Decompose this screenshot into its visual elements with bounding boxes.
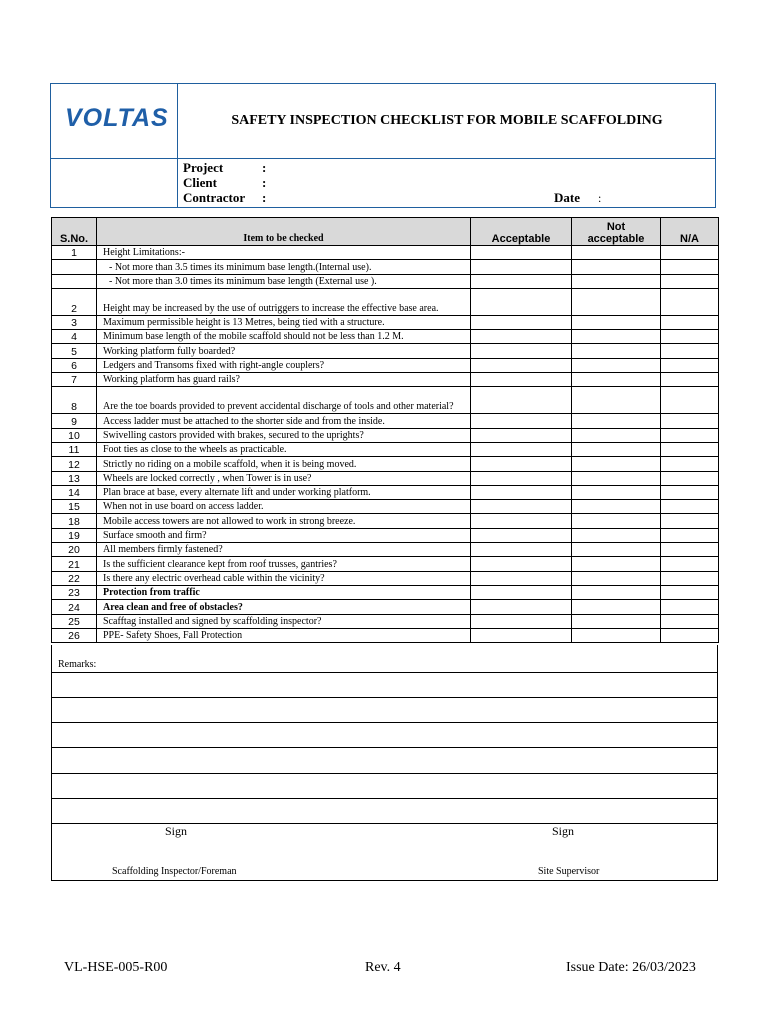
na-cell[interactable] [661,614,719,628]
not-acceptable-cell[interactable] [572,288,661,315]
acceptable-cell[interactable] [471,500,572,514]
not-acceptable-cell[interactable] [572,246,661,260]
remarks-line[interactable] [52,798,717,799]
row-item: Surface smooth and firm? [97,528,471,542]
row-sno: 11 [52,442,97,456]
row-item: Area clean and free of obstacles? [97,600,471,614]
not-acceptable-cell[interactable] [572,585,661,599]
table-row [52,614,719,628]
document-title: SAFETY INSPECTION CHECKLIST FOR MOBILE SCAFFOLDING [231,113,663,128]
contractor-label: Contractor [183,190,246,205]
row-sno: 4 [52,330,97,344]
acceptable-cell[interactable] [471,614,572,628]
na-cell[interactable] [661,600,719,614]
acceptable-cell[interactable] [471,600,572,614]
table-row [52,500,719,514]
remarks-line[interactable] [52,747,717,748]
header-divider-horizontal [51,158,715,159]
na-cell[interactable] [661,344,719,358]
row-sno: 9 [52,414,97,428]
not-acceptable-cell[interactable] [572,543,661,557]
client-label: Client [183,175,217,190]
row-sno: 2 [52,288,97,315]
item-header: Item to be checked [97,218,471,246]
na-cell[interactable] [661,288,719,315]
row-sno: 19 [52,528,97,542]
table-row [52,373,719,387]
table-row [52,288,719,315]
row-sno: 25 [52,614,97,628]
row-item: Height may be increased by the use of outriggers to increase the effective base area. [97,288,471,315]
not-acceptable-cell[interactable] [572,442,661,456]
acceptable-cell[interactable] [471,373,572,387]
na-cell[interactable] [661,246,719,260]
row-sno: 14 [52,485,97,499]
row-sno [52,260,97,274]
row-sno: 26 [52,628,97,642]
acceptable-header: Acceptable [471,218,572,246]
table-row [52,344,719,358]
na-cell[interactable] [661,414,719,428]
row-item: PPE- Safety Shoes, Fall Protection [97,628,471,642]
na-cell[interactable] [661,571,719,585]
row-item: When not in use board on access ladder. [97,500,471,514]
na-cell[interactable] [661,274,719,288]
date-label: Date [554,190,580,205]
not-acceptable-header [572,218,661,246]
not-acceptable-cell[interactable] [572,428,661,442]
not-acceptable-cell[interactable] [572,373,661,387]
not-acceptable-cell[interactable] [572,414,661,428]
revision: Rev. 4 [365,960,401,975]
row-sno: 1 [52,246,97,260]
table-row [52,514,719,528]
row-item: Working platform fully boarded? [97,344,471,358]
row-item: Plan brace at base, every alternate lift and under working platform. [97,485,471,499]
row-sno: 6 [52,358,97,372]
acceptable-cell[interactable] [471,528,572,542]
row-sno [52,274,97,288]
not-acceptable-cell[interactable] [572,628,661,642]
not-acceptable-cell[interactable] [572,387,661,414]
na-cell[interactable] [661,260,719,274]
remarks-line[interactable] [52,722,717,723]
acceptable-cell[interactable] [471,628,572,642]
acceptable-cell[interactable] [471,288,572,315]
not-acceptable-cell[interactable] [572,514,661,528]
not-acceptable-cell[interactable] [572,274,661,288]
not-acceptable-cell[interactable] [572,557,661,571]
row-sno: 3 [52,315,97,329]
row-item: Are the toe boards provided to prevent accidental discharge of tools and other material? [97,387,471,414]
row-sno: 5 [52,344,97,358]
table-row [52,528,719,542]
row-sno: 7 [52,373,97,387]
table-row [52,457,719,471]
acceptable-cell[interactable] [471,260,572,274]
na-cell[interactable] [661,358,719,372]
remarks-box [51,645,718,881]
acceptable-cell[interactable] [471,315,572,329]
remarks-line[interactable] [52,672,717,673]
na-cell[interactable] [661,387,719,414]
row-item: Ledgers and Transoms fixed with right-angle couplers? [97,358,471,372]
document-code: VL-HSE-005-R00 [64,960,168,975]
acceptable-cell[interactable] [471,358,572,372]
table-row [52,260,719,274]
remarks-label: Remarks: [58,659,97,670]
row-item: - Not more than 3.5 times its minimum base length.(Internal use). [97,260,471,274]
header-box [50,83,716,208]
row-sno: 21 [52,557,97,571]
acceptable-cell[interactable] [471,557,572,571]
table-row [52,485,719,499]
na-header: N/A [661,218,719,246]
row-item: Working platform has guard rails? [97,373,471,387]
table-row [52,414,719,428]
na-cell[interactable] [661,428,719,442]
not-acceptable-cell[interactable] [572,500,661,514]
client-colon: : [262,175,267,190]
na-cell[interactable] [661,485,719,499]
row-item: Is the sufficient clearance kept from roof trusses, gantries? [97,557,471,571]
row-sno: 13 [52,471,97,485]
table-row [52,246,719,260]
row-item: Foot ties as close to the wheels as practicable. [97,442,471,456]
project-colon: : [262,160,267,175]
table-row [52,315,719,329]
table-row [52,543,719,557]
acceptable-cell[interactable] [471,344,572,358]
signature-divider [52,823,717,824]
na-cell[interactable] [661,528,719,542]
row-item: Swivelling castors provided with brakes, secured to the uprights? [97,428,471,442]
na-cell[interactable] [661,628,719,642]
row-item: Access ladder must be attached to the shorter side and from the inside. [97,414,471,428]
row-sno: 18 [52,514,97,528]
row-item: Wheels are locked correctly , when Tower is in use? [97,471,471,485]
row-sno: 22 [52,571,97,585]
na-cell[interactable] [661,543,719,557]
row-item: All members firmly fastened? [97,543,471,557]
row-sno: 20 [52,543,97,557]
row-sno: 23 [52,585,97,599]
acceptable-cell[interactable] [471,246,572,260]
supervisor-role: Site Supervisor [538,866,600,877]
row-item: Mobile access towers are not allowed to work in strong breeze. [97,514,471,528]
na-cell[interactable] [661,330,719,344]
not-acceptable-cell[interactable] [572,260,661,274]
na-cell[interactable] [661,514,719,528]
table-row [52,274,719,288]
row-item: Maximum permissible height is 13 Metres, being tied with a structure. [97,315,471,329]
row-sno: 12 [52,457,97,471]
not-acceptable-cell[interactable] [572,330,661,344]
acceptable-cell[interactable] [471,543,572,557]
table-row [52,442,719,456]
issue-date: Issue Date: 26/03/2023 [566,960,696,975]
na-cell[interactable] [661,585,719,599]
not-acceptable-cell[interactable] [572,614,661,628]
acceptable-cell[interactable] [471,274,572,288]
not-acceptable-header-line2: acceptable [587,233,645,245]
row-item: Strictly no riding on a mobile scaffold, when it is being moved. [97,457,471,471]
row-sno: 15 [52,500,97,514]
date-colon: : [598,191,602,205]
row-item: Protection from traffic [97,585,471,599]
voltas-logo: VOLTAS [65,104,169,132]
not-acceptable-cell[interactable] [572,485,661,499]
acceptable-cell[interactable] [471,485,572,499]
table-header-row [52,218,719,246]
acceptable-cell[interactable] [471,585,572,599]
sign-label-inspector: Sign [165,824,188,838]
na-cell[interactable] [661,457,719,471]
project-label: Project [183,160,224,175]
acceptable-cell[interactable] [471,330,572,344]
table-row [52,330,719,344]
not-acceptable-cell[interactable] [572,457,661,471]
acceptable-cell[interactable] [471,442,572,456]
row-sno: 24 [52,600,97,614]
table-row [52,387,719,414]
acceptable-cell[interactable] [471,428,572,442]
row-item: - Not more than 3.0 times its minimum base length (External use ). [97,274,471,288]
inspector-role: Scaffolding Inspector/Foreman [112,866,237,877]
row-sno: 10 [52,428,97,442]
table-row [52,471,719,485]
not-acceptable-cell[interactable] [572,528,661,542]
row-item: Is there any electric overhead cable within the vicinity? [97,571,471,585]
na-cell[interactable] [661,500,719,514]
na-cell[interactable] [661,315,719,329]
not-acceptable-cell[interactable] [572,344,661,358]
acceptable-cell[interactable] [471,414,572,428]
acceptable-cell[interactable] [471,457,572,471]
acceptable-cell[interactable] [471,514,572,528]
table-row [52,600,719,614]
header-divider-vertical [177,84,178,207]
table-row [52,571,719,585]
row-item: Height Limitations:- [97,246,471,260]
table-row [52,628,719,642]
not-acceptable-cell[interactable] [572,315,661,329]
remarks-line[interactable] [52,697,717,698]
acceptable-cell[interactable] [471,387,572,414]
not-acceptable-cell[interactable] [572,471,661,485]
sign-label-supervisor: Sign [552,824,575,838]
not-acceptable-cell[interactable] [572,358,661,372]
row-item: Scafftag installed and signed by scaffolding inspector? [97,614,471,628]
na-cell[interactable] [661,373,719,387]
table-row [52,358,719,372]
row-item: Minimum base length of the mobile scaffold should not be less than 1.2 M. [97,330,471,344]
na-cell[interactable] [661,557,719,571]
not-acceptable-header-line1: Not [606,221,626,233]
na-cell[interactable] [661,471,719,485]
na-cell[interactable] [661,442,719,456]
table-row [52,585,719,599]
sno-header: S.No. [52,218,97,246]
acceptable-cell[interactable] [471,471,572,485]
contractor-colon: : [262,190,267,205]
acceptable-cell[interactable] [471,571,572,585]
remarks-line[interactable] [52,773,717,774]
row-sno: 8 [52,387,97,414]
not-acceptable-cell[interactable] [572,571,661,585]
checklist-table [51,217,719,643]
table-row [52,557,719,571]
not-acceptable-cell[interactable] [572,600,661,614]
table-row [52,428,719,442]
